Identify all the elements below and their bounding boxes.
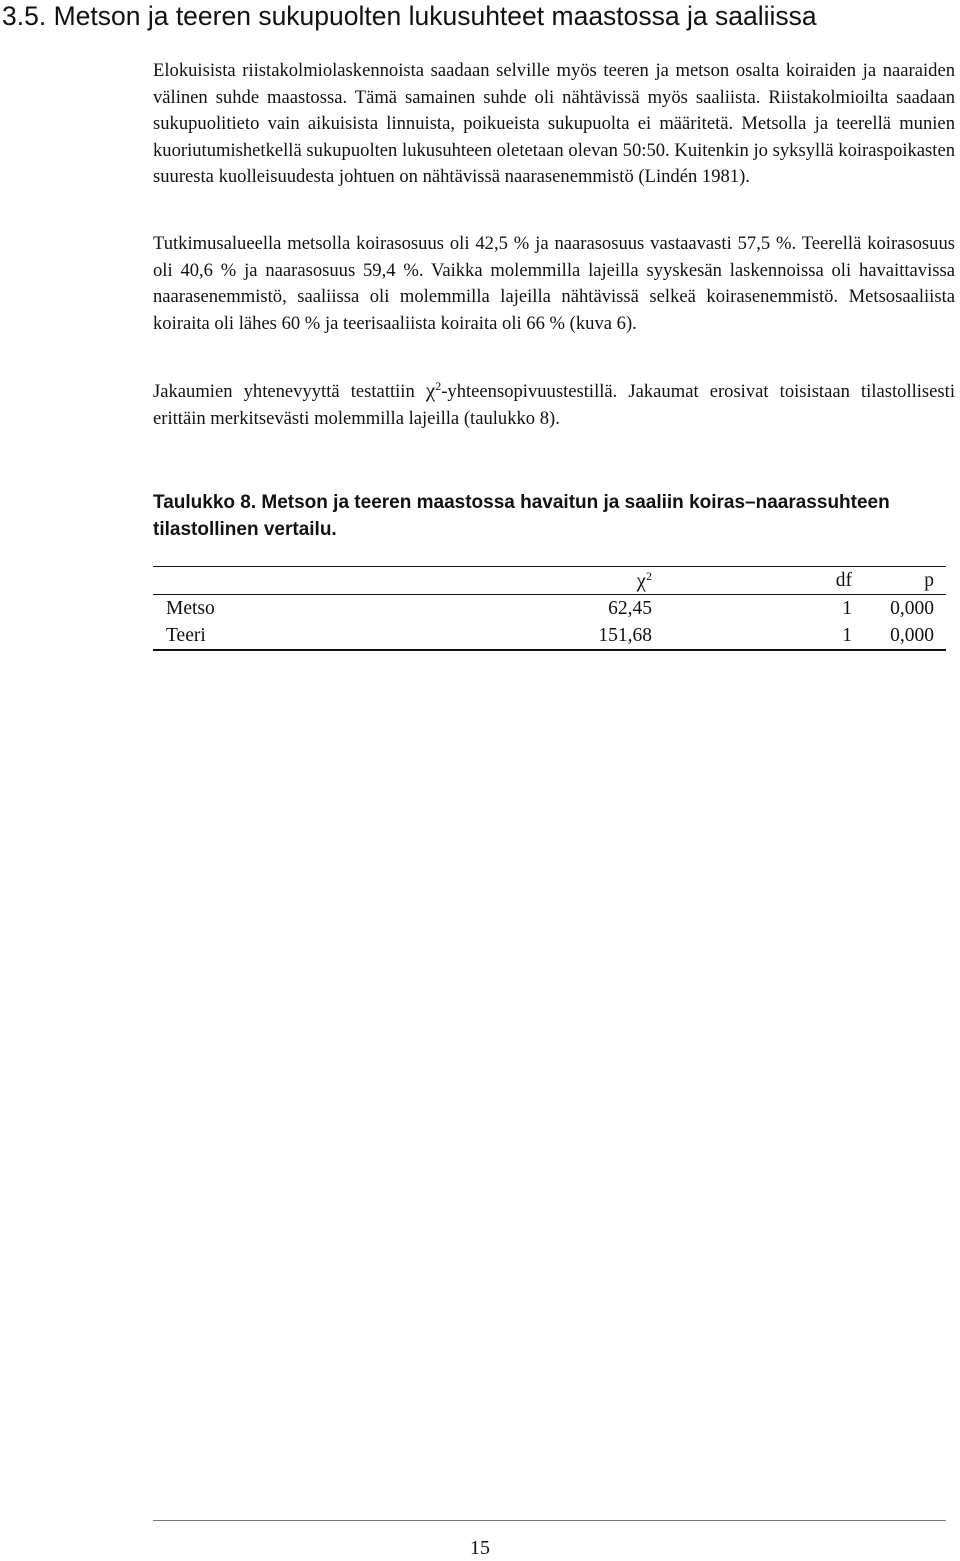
footer-divider — [153, 1520, 946, 1521]
paragraph-1: Elokuisista riistakolmiolaskennoista saadaan selville myös teeren ja metson osalta koiraiden ja naaraiden välinen suhde maastossa. Tämä samainen suhde oli nähtävissä myös saaliista. Riistakolmioilta saadaan sukupuolitieto vain aikuisista linnuista, poikueista sukupuolta ei määritetä. Metsolla ja teerellä munien kuoriutumishetkellä sukupuolten lukusuhteen oletetaan olevan 50:50. Kuitenkin jo syksyllä koiraspoikasten suuresta kuolleisuudesta johtuen on nähtävissä naarasenemmistö (Lindén 1981). — [153, 60, 955, 187]
chi-symbol: χ — [425, 378, 436, 402]
table-header-row — [153, 567, 946, 595]
table-row — [153, 595, 946, 623]
row-p: 0,000 — [890, 597, 934, 619]
header-chi-superscript: 2 — [646, 568, 652, 583]
row-df: 1 — [652, 622, 852, 650]
table-row — [153, 622, 946, 650]
section-heading: 3.5. Metson ja teeren sukupuolten lukusuhteet maastossa ja saaliissa — [2, 1, 817, 31]
table-caption: Taulukko 8. Metson ja teeren maastossa havaitun ja saaliin koiras–naarassuhteen tilastollinen vertailu. — [153, 492, 890, 540]
header-p: p — [852, 567, 946, 595]
header-label — [153, 567, 316, 595]
header-chi-symbol: χ — [636, 568, 646, 592]
row-chi-squared: 62,45 — [608, 597, 652, 619]
paragraph-2: Tutkimusalueella metsolla koirasosuus oli 42,5 % ja naarasosuus vastaavasti 57,5 %. Teerellä koirasosuus oli 40,6 % ja naarasosuus 59,4 %. Vaikka molemmilla lajeilla syyskesän laskennoissa oli havaittavissa naarasenemmistö, saaliissa oli molemmilla lajeilla nähtävissä selkeä koirasenemmistö. Metsosaaliista koiraita oli lähes 60 % ja teerisaaliista koiraita oli 66 % (kuva 6). — [153, 233, 955, 334]
paragraph-3-before: Jakaumien yhtenevyyttä testattiin — [153, 381, 426, 402]
header-df: df — [652, 567, 852, 595]
paragraph-3-after: -yhteensopivuustestillä. Jakaumat erosivat toisistaan tilastollisesti erittäin merkitsevästi molemmilla lajeilla (taulukko 8). — [153, 381, 955, 429]
page-number: 15 — [470, 1537, 490, 1559]
row-label: Metso — [166, 597, 215, 619]
row-p: 0,000 — [852, 622, 946, 650]
row-df: 1 — [842, 597, 852, 619]
row-label: Teeri — [153, 622, 316, 650]
statistics-table — [153, 566, 946, 651]
chi-superscript: 2 — [435, 378, 442, 393]
row-chi-squared: 151,68 — [316, 622, 652, 650]
header-chi-squared — [316, 567, 652, 595]
paragraph-3 — [153, 377, 955, 432]
